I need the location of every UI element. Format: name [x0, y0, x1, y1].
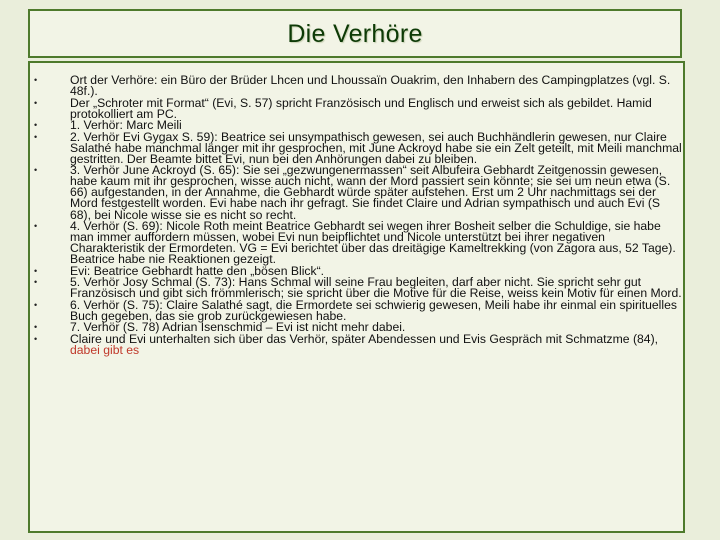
bullet-list [34, 73, 682, 357]
bullet-text: Claire und Evi unterhalten sich über das Verhör, später Abendessen und Evis Gespräch mit Schmatzme (84), [70, 331, 659, 346]
bullet-text: 4. Verhör (S. 69): Nicole Roth meint Beatrice Gebhardt sei wegen ihrer Bosheit selber die Schuldige, sie habe man immer auffordern müssen, wobei Evi nun beipflichtet und Nicole unterstützt bei ihrer negativen Charakteristik der Ermordeten. VG = Evi berichtet über das dreitägige Kameltrekking (von Zagora aus, 52 Tage). Beatrice habe nie Reaktionen gezeigt. [70, 218, 676, 267]
list-item [34, 95, 682, 121]
list-item [34, 275, 682, 301]
bullet-icon: • [34, 277, 38, 288]
bullet-icon: • [34, 75, 38, 85]
content-box [28, 61, 685, 533]
bullet-text: 2. Verhör Evi Gygax S. 59): Beatrice sei unsympathisch gewesen, sei auch Buchhändlerin gewesen, nur Claire Salathé habe manchmal länger mit ihr gesprochen, mit June Ackroyd habe sie ein Zelt geteilt, mit Meili manchmal gestritten. Der Beamte bittet Evi, nun bei den Anhörungen dabei zu bleiben. [70, 129, 682, 166]
bullet-text: Ort der Verhöre: ein Büro der Brüder Lhcen und Lhoussaïn Ouakrim, den Inhabern des Campingplatzes (vgl. S. 48f.). [70, 73, 671, 99]
bullet-text: 5. Verhör Josy Schmal (S. 73): Hans Schmal will seine Frau begleiten, darf aber nicht. Sie spricht sehr gut Französisch und gibt sich frömmlerisch; sie spricht über die Motive für die Reise, weiss kein Motiv für einen Mord. [70, 275, 682, 301]
list-item [34, 218, 682, 267]
list-item [34, 73, 682, 99]
bullet-icon: • [34, 322, 38, 333]
list-item [34, 331, 682, 357]
bullet-text: 3. Verhör June Ackroyd (S. 65): Sie sei „gezwungenermassen“ seit Albufeira Gebhardt Zeitgenossin gewesen, habe kaum mit ihr gesprochen, wisse auch nicht, wann der Mord passiert sein könnte; sie sei um neun etwa (S. 66) aufgestanden, in der Annahme, die Gebhardt würde später aufstehen. Erst um 2 Uhr nachmittags sei der Mord festgestellt worden. Evi habe nach ihr gefragt. Sie findet Claire und Adrian sympathisch und auch Evi (S 68), bei Nicole wisse sie es nicht so recht. [70, 163, 671, 222]
list-item [34, 163, 682, 222]
bullet-icon: • [34, 120, 38, 131]
bullet-icon: • [34, 220, 38, 231]
slide-title: Die Verhöre [287, 20, 423, 48]
highlighted-text: dabei gibt es [70, 342, 140, 357]
bullet-text: 6. Verhör (S. 75): Claire Salathé sagt, die Ermordete sei schwierig gewesen, Meili habe ihr einmal ein spirituelles Buch gegeben, das sie grob zurückgewiesen habe. [70, 297, 677, 323]
bullet-text: 7. Verhör (S. 78) Adrian Isenschmid – Evi ist nicht mehr dabei. [70, 320, 406, 335]
bullet-icon: • [34, 131, 38, 142]
bullet-icon: • [34, 333, 38, 344]
bullet-icon: • [34, 97, 38, 108]
bullet-text: Der „Schroter mit Format“ (Evi, S. 57) spricht Französisch und Englisch und erweist sich als gebildet. Hamid protokolliert am PC. [70, 95, 652, 121]
bullet-icon: • [34, 299, 38, 310]
bullet-icon: • [34, 165, 38, 176]
list-item [34, 129, 682, 166]
list-item [34, 297, 682, 323]
title-box [28, 9, 682, 58]
bullet-icon: • [34, 265, 38, 276]
bullet-text: 1. Verhör: Marc Meili [70, 118, 182, 133]
bullet-text: Evi: Beatrice Gebhardt hatte den „bösen Blick“. [70, 263, 325, 278]
